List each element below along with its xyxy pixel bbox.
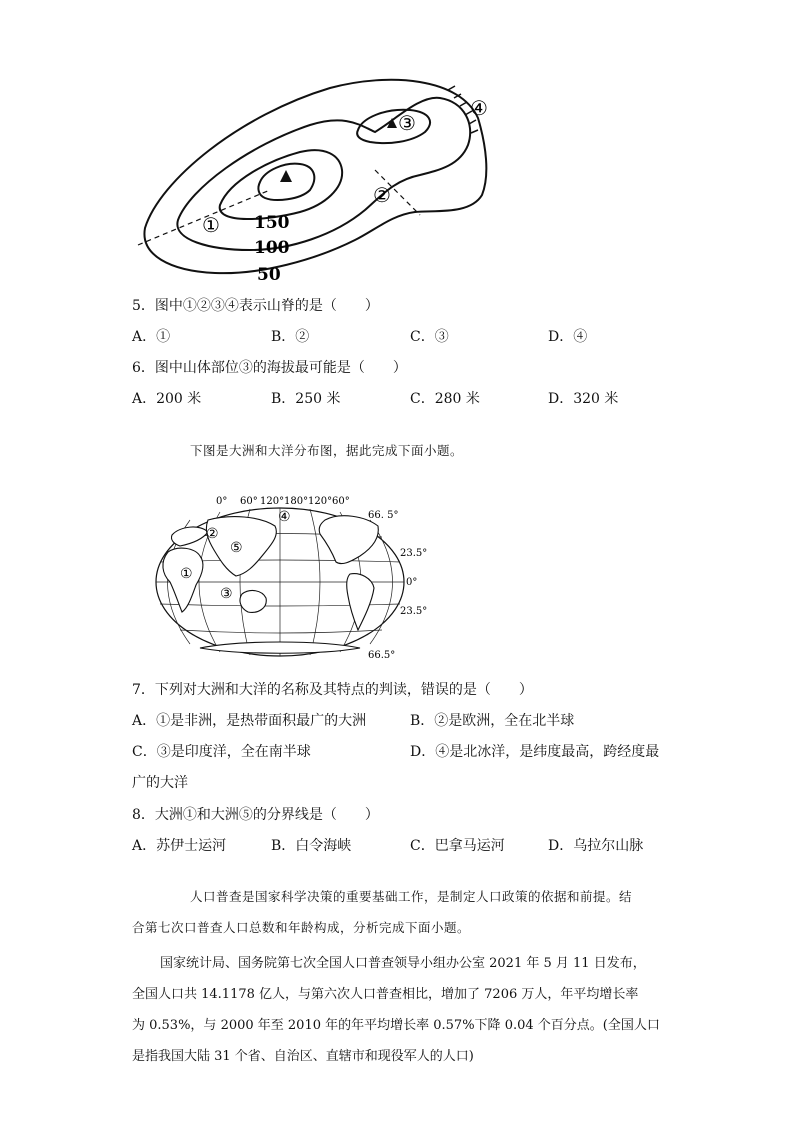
intro-census-line1: 人口普查是国家科学决策的重要基础工作，是制定人口政策的依据和前提。结 [190, 889, 633, 904]
contour-100 [177, 98, 470, 250]
question-5-option-c[interactable]: C．③ [410, 329, 449, 345]
question-5-option-a[interactable]: A．① [132, 329, 171, 345]
marker-3: ③ [398, 111, 416, 135]
lon-label-120: 120° [260, 496, 285, 507]
question-7-stem: 7．下列对大洲和大洋的名称及其特点的判读，错误的是（ ） [132, 682, 533, 698]
map-marker-3: ③ [220, 586, 233, 602]
question-5-stem: 5．图中①②③④表示山脊的是（ ） [132, 298, 379, 314]
intro-census-line2: 合第七次口普查人口总数和年龄构成，分析完成下面小题。 [132, 920, 471, 935]
lon-label-180: 180° [284, 496, 309, 507]
question-7-option-d[interactable]: D．④是北冰洋，是纬度最高，跨经度最 [410, 744, 660, 760]
lon-label-0: 0° [216, 496, 228, 507]
passage-line2: 全国人口共 14.1178 亿人，与第六次人口普查相比，增加了 7206 万人，年平均增长率 [132, 987, 639, 1002]
question-7-option-d-continued: 广的大洋 [132, 775, 188, 791]
map-marker-4: ④ [278, 509, 291, 525]
world-map [150, 490, 428, 665]
passage-line1: 国家统计局、国务院第七次全国人口普查领导小组办公室 2021 年 5 月 11 日发布， [160, 956, 646, 971]
passage-line3: 为 0.53%，与 2000 年至 2010 年的年平均增长率 0.57%下降 0.04 个百分点。(全国人口 [132, 1018, 660, 1033]
question-6-option-a[interactable]: A．200 米 [132, 391, 202, 407]
map-marker-1: ① [180, 566, 193, 582]
question-8-option-a[interactable]: A．苏伊士运河 [132, 838, 227, 854]
question-5-option-d[interactable]: D．④ [548, 329, 588, 345]
map-marker-2: ② [206, 526, 219, 542]
question-8-option-b[interactable]: B．白令海峡 [271, 838, 352, 854]
map-marker-5: ⑤ [230, 540, 243, 556]
contour-label-150: 150 [254, 213, 290, 233]
contour-label-50: 50 [257, 265, 281, 285]
lat-label-0: 0° [406, 577, 418, 588]
marker-4: ④ [470, 96, 488, 120]
question-6-option-c[interactable]: C．280 米 [410, 391, 480, 407]
contour-50 [144, 80, 486, 273]
lon-label-120w: 120° [308, 496, 333, 507]
summit-triangle [280, 170, 292, 182]
question-6-option-d[interactable]: D．320 米 [548, 391, 619, 407]
lat-label-23s: 23.5° [400, 606, 428, 617]
contour-map [130, 60, 510, 285]
question-7-option-a[interactable]: A．①是非洲，是热带面积最广的大洲 [132, 713, 367, 729]
contour-label-100: 100 [254, 238, 290, 258]
intro-world-map: 下图是大洲和大洋分布图，据此完成下面小题。 [190, 443, 464, 458]
lat-label-66s: 66.5° [368, 650, 396, 661]
lat-label-66n: 66. 5° [368, 510, 399, 521]
continent-australia [240, 591, 266, 613]
question-8-option-c[interactable]: C．巴拿马运河 [410, 838, 505, 854]
marker-1: ① [202, 213, 220, 237]
question-6-option-b[interactable]: B．250 米 [271, 391, 341, 407]
marker-2: ② [373, 183, 391, 207]
lon-label-60: 60° [240, 496, 258, 507]
question-6-stem: 6．图中山体部位③的海拔最可能是（ ） [132, 360, 407, 376]
question-7-option-c[interactable]: C．③是印度洋，全在南半球 [132, 744, 311, 760]
lon-label-60w: 60° [332, 496, 350, 507]
question-5-option-b[interactable]: B．② [271, 329, 310, 345]
question-8-stem: 8．大洲①和大洲⑤的分界线是（ ） [132, 807, 379, 823]
lat-label-23n: 23.5° [400, 548, 428, 559]
passage-line4: 是指我国大陆 31 个省、自治区、直辖市和现役军人的人口) [132, 1049, 474, 1064]
question-7-option-b[interactable]: B．②是欧洲，全在北半球 [410, 713, 575, 729]
question-8-option-d[interactable]: D．乌拉尔山脉 [548, 838, 644, 854]
